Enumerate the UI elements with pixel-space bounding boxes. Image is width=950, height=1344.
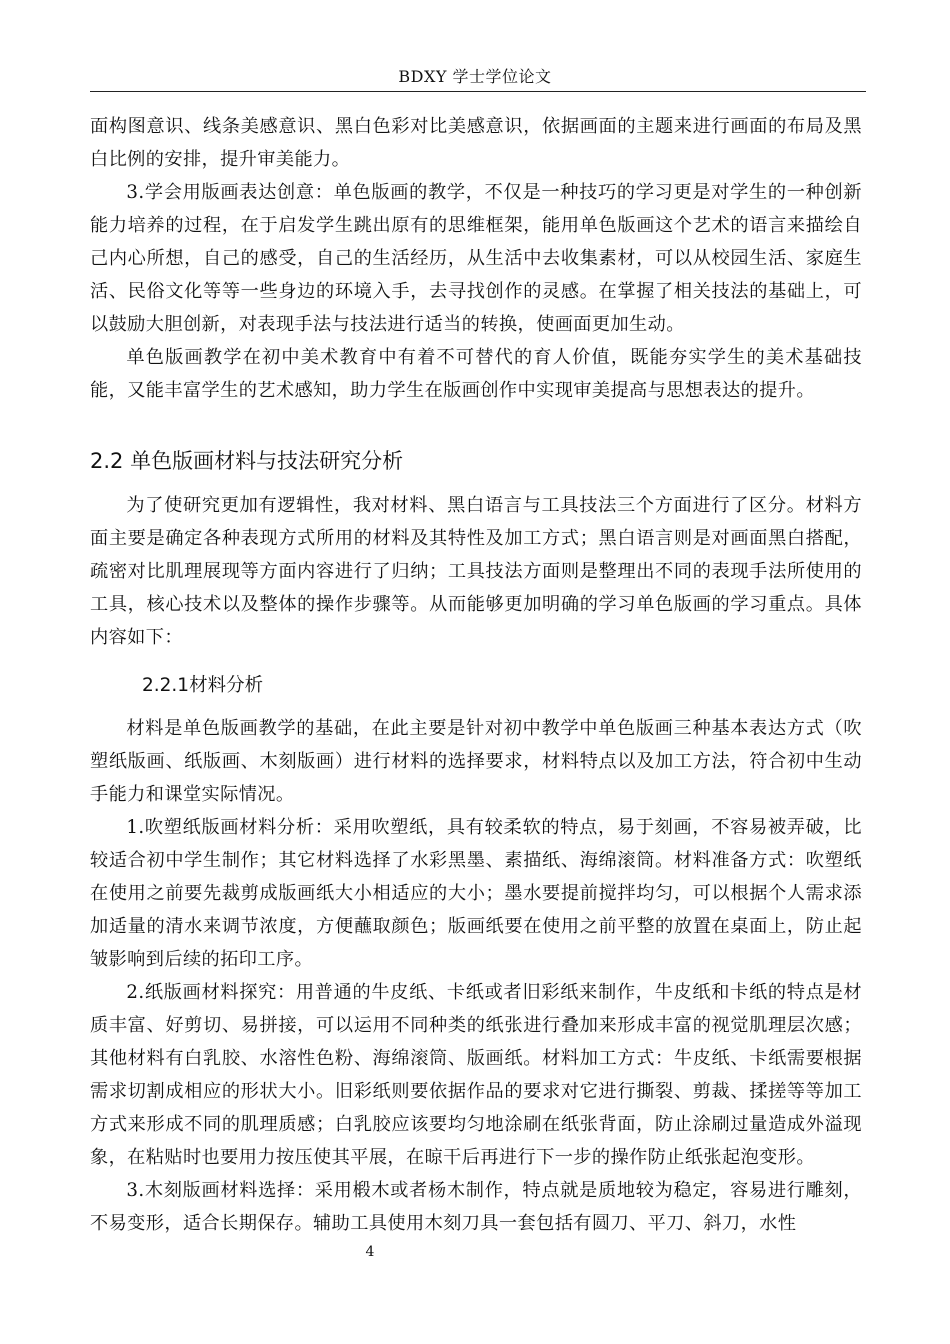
header-divider <box>90 91 866 92</box>
section-heading-2-2: 2.2 单色版画材料与技法研究分析 <box>90 449 404 473</box>
paragraph-creativity: 3.学会用版画表达创意：单色版画的教学，不仅是一种技巧的学习更是对学生的一种创新能力培养的过程，在于启发学生跳出原有的思维框架，能用单色版画这个艺术的语言来描绘自己内心所想，自己的感受，自己的生活经历，从生活中去收集素材，可以从校园生活、家庭生活、民俗文化等等一些身边的环境入手，去寻找创作的灵感。在掌握了相关技法的基础上，可以鼓励大胆创新，对表现手法与技法进行适当的转换，使画面更加生动。 <box>90 182 862 335</box>
paragraph-intro-2-2: 为了使研究更加有逻辑性，我对材料、黑白语言与工具技法三个方面进行了区分。材料方面主要是确定各种表现方式所用的材料及其特性及加工方式；黑白语言则是对画面黑白搭配，疏密对比肌理展现等方面内容进行了归纳；工具技法方面则是整理出不同的表现手法所使用的工具，核心技术以及整体的操作步骤等。从而能够更加明确的学习单色版画的学习重点。具体内容如下： <box>90 495 862 648</box>
paragraph-materials-intro: 材料是单色版画教学的基础，在此主要是针对初中教学中单色版画三种基本表达方式（吹塑纸版画、纸版画、木刻版画）进行材料的选择要求，材料特点以及加工方法，符合初中生动手能力和课堂实际情况。 <box>90 718 862 805</box>
paragraph-value: 单色版画教学在初中美术教育中有着不可替代的育人价值，既能夯实学生的美术基础技能，又能丰富学生的艺术感知，助力学生在版画创作中实现审美提高与思想表达的提升。 <box>90 347 862 401</box>
paragraph-paper-print: 2.纸版画材料探究：用普通的牛皮纸、卡纸或者旧彩纸来制作，牛皮纸和卡纸的特点是材质丰富、好剪切、易拼接，可以运用不同种类的纸张进行叠加来形成丰富的视觉肌理层次感；其他材料有白乳胶、水溶性色粉、海绵滚筒、版画纸。材料加工方式：牛皮纸、卡纸需要根据需求切割成相应的形状大小。旧彩纸则要依据作品的要求对它进行撕裂、剪裁、揉搓等等加工方式来形成不同的肌理质感；白乳胶应该要均匀地涂刷在纸张背面，防止涂刷过量造成外溢现象，在粘贴时也要用力按压使其平展，在晾干后再进行下一步的操作防止纸张起泡变形。 <box>90 982 862 1168</box>
running-header: BDXY 学士学位论文 <box>398 67 552 86</box>
paragraph-woodcut: 3.木刻版画材料选择：采用椴木或者杨木制作，特点就是质地较为稳定，容易进行雕刻，不易变形，适合长期保存。辅助工具使用木刻刀具一套包括有圆刀、平刀、斜刀，水性 <box>90 1180 862 1234</box>
page-body <box>90 110 862 1240</box>
paragraph-foam-board: 1.吹塑纸版画材料分析：采用吹塑纸，具有较柔软的特点，易于刻画，不容易被弄破，比较适合初中学生制作；其它材料选择了水彩黑墨、素描纸、海绵滚筒。材料准备方式：吹塑纸在使用之前要先裁剪成版画纸大小相适应的大小；墨水要提前搅拌均匀，可以根据个人需求添加适量的清水来调节浓度，方便蘸取颜色；版画纸要在使用之前平整的放置在桌面上，防止起皱影响到后续的拓印工序。 <box>90 817 862 970</box>
page-number: 4 <box>365 1244 375 1260</box>
section-heading-2-2-1: 2.2.1材料分析 <box>142 675 264 696</box>
paragraph-continuation: 面构图意识、线条美感意识、黑白色彩对比美感意识，依据画面的主题来进行画面的布局及黑白比例的安排，提升审美能力。 <box>90 116 862 170</box>
